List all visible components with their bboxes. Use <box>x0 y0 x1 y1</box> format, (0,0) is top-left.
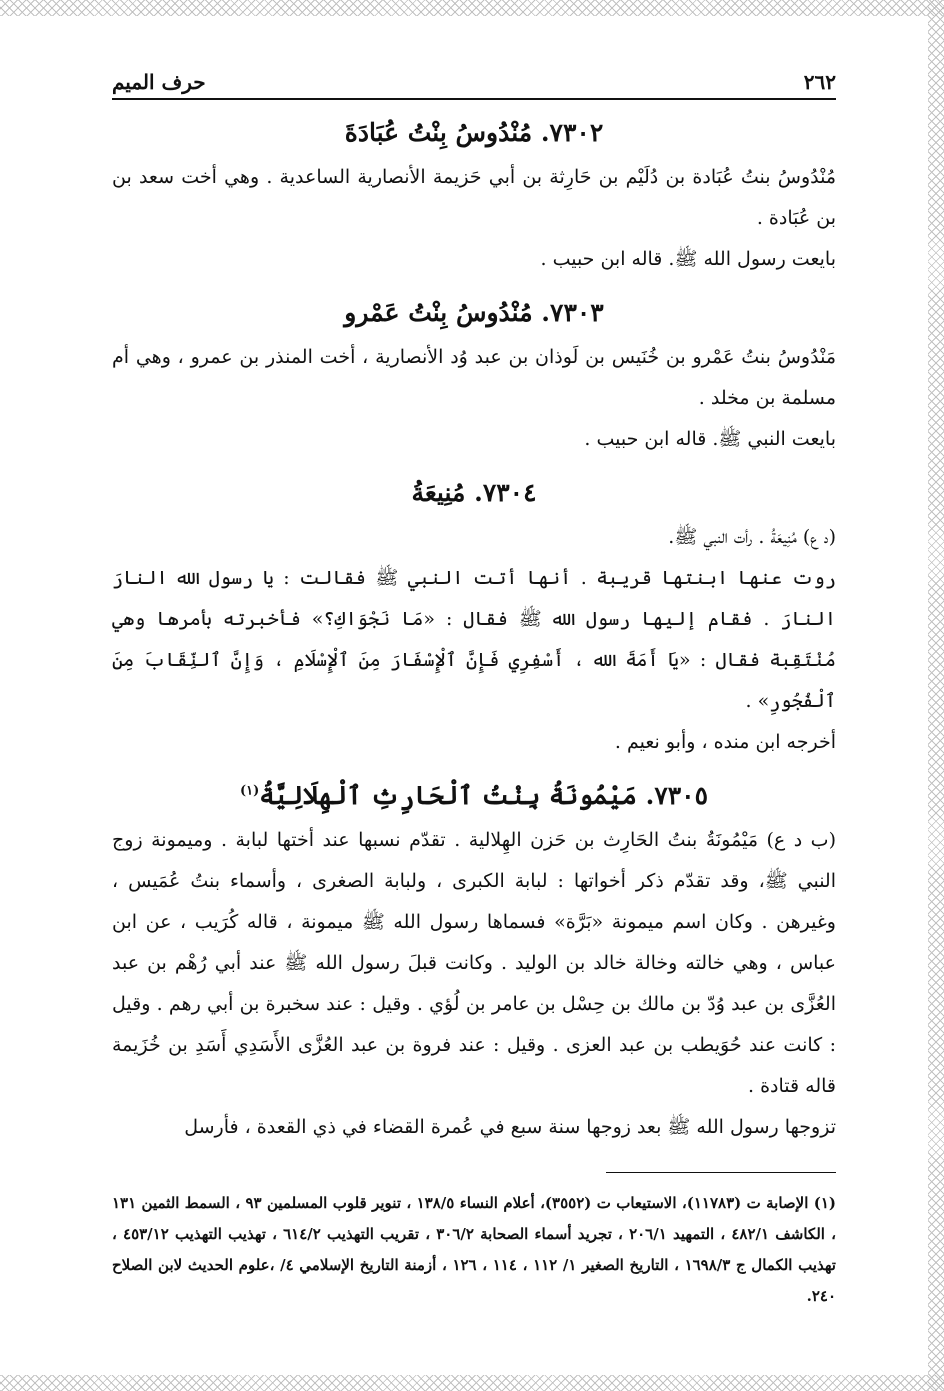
entry-paragraph: تزوجها رسول الله ﷺ بعد زوجها سنة سبع في عُمرة القضاء في ذي القعدة ، فأرسل <box>184 1116 836 1138</box>
book-page <box>112 60 836 1327</box>
footnote: (١) الإصابة ت (١١٧٨٣)، الاستيعاب ت (٣٥٥٢)، أعلام النساء ١٣٨/٥ ، تنوير قلوب المسلمين ٩٣ ، السمط الثمين ١٣١ ، الكاشف ٤٨٢/١ ، التمهيد ٢٠٦/١ ، تجريد أسماء الصحابة ٣٠٦/٢ ، تقريب التهذيب ٦١٤/٢ ، تهذيب التهذيب ٤٥٣/١٢ ، تهذيب الكمال ج ١٦٩٨/٣ ، التاريخ الصغير ١/ ١١٢ ، ١١٤ ، ١٢٦ ، أزمنة التاريخ الإسلامي ٤/ ،علوم الحديث لابن الصلاح ٢٤٠. <box>112 1194 837 1305</box>
entry-paragraph: مَنْدُوسُ بنتُ عَمْرو بن خُنَيس بن لَوذان بن عبد وُد الأنصارية ، أخت المنذر بن عمرو ، وهي أم مسلمة بن مخلد . <box>112 346 836 409</box>
decorative-bottom-border <box>0 1375 944 1391</box>
footnote-rule <box>606 1172 836 1173</box>
entry-paragraph: أخرجه ابن منده ، وأبو نعيم . <box>614 731 836 753</box>
entry-paragraph: مُنْدُوسُ بنتُ عُبَادة بن دُلَيْم بن حَارِثة بن أبي حَزيمة الأنصارية الساعدية . وهي أخت سعد بن بن عُبَادة . <box>112 166 836 229</box>
entry-title <box>112 781 836 810</box>
section-title: حرف الميم <box>112 70 206 94</box>
footnote-marker: (١) <box>239 783 260 799</box>
entry-paragraph: (ب د ع) مَيْمُونَةُ بنتُ الحَارِث بن حَزن الهِلالية . تقدّم نسبها عند أختها لبابة . وميمونة زوج النبي ﷺ، وقد تقدّم ذكر أخواتها : لبابة الكبرى ، ولبابة الصغرى ، وأسماء بنتُ عُمَيس ، وغيرهن . وكان اسم ميمونة «بَرَّة» فسماها رسول الله ﷺ ميمونة ، قاله كُرَيب ، عن ابن عباس ، وهي خالته وخالة خالد بن الوليد . وكانت قبلَ رسول الله ﷺ عند أبي رُهْم بن عبد العُزَّى بن عبد وُدّ بن مالك بن حِسْل بن عامر بن لُؤي . وقيل : عند سخبرة بن أبي رهم . وقيل : كانت عند حُوَيطب بن عبد العزى . وقيل : عند فروة بن عبد العُزَّى الأَسَدِي أَسَدِ بن خُزَيمة قاله قتادة . <box>112 829 836 1097</box>
entry-paragraph: بايعت رسول الله ﷺ. قاله ابن حبيب . <box>540 248 836 270</box>
entry-title: ٧٣٠٤. مُنِيعَةُ <box>411 478 537 507</box>
entry-title: ٧٣٠٣. مُنْدُوسُ بِنْتُ عَمْرو <box>344 298 604 327</box>
running-head <box>112 60 836 100</box>
decorative-top-border <box>0 0 944 16</box>
entry-title: ٧٣٠٢. مُنْدُوسُ بِنْتُ عُبَادَةَ <box>344 118 604 147</box>
entry-paragraph: روت عنها ابنتها قريبة . أنها أتت النبي ﷺ فقالت : يا رسول الله النارَ النارَ . فقام إليها رسول الله ﷺ فقال : «مَا نَجْوَاكِ؟» فأخبرته بأمرها وهي مُنْتَقِبة فقال : «يَا أَمَةَ الله ، أَسْفِرِي فَإِنَّ ٱلْإِسْفَارَ مِنَ ٱلْإِسْلَامِ ، وَإِنَّ ٱلنِّقَابَ مِنَ ٱلْفُجُورِ» . <box>112 567 836 712</box>
decorative-right-border <box>928 0 944 1391</box>
entry-paragraph: (د ع) مُنِيعَةُ . رأت النبي ﷺ. <box>668 526 836 548</box>
entry-paragraph: بايعت النبي ﷺ. قاله ابن حبيب . <box>584 428 836 450</box>
page-number: ٢٦٢ <box>803 70 836 94</box>
entry-title-text: ٧٣٠٥. مَيْمُونَةُ بِنْتُ ٱلْحَارِثِ ٱلْهِلَالِيَّةُ <box>259 781 709 810</box>
